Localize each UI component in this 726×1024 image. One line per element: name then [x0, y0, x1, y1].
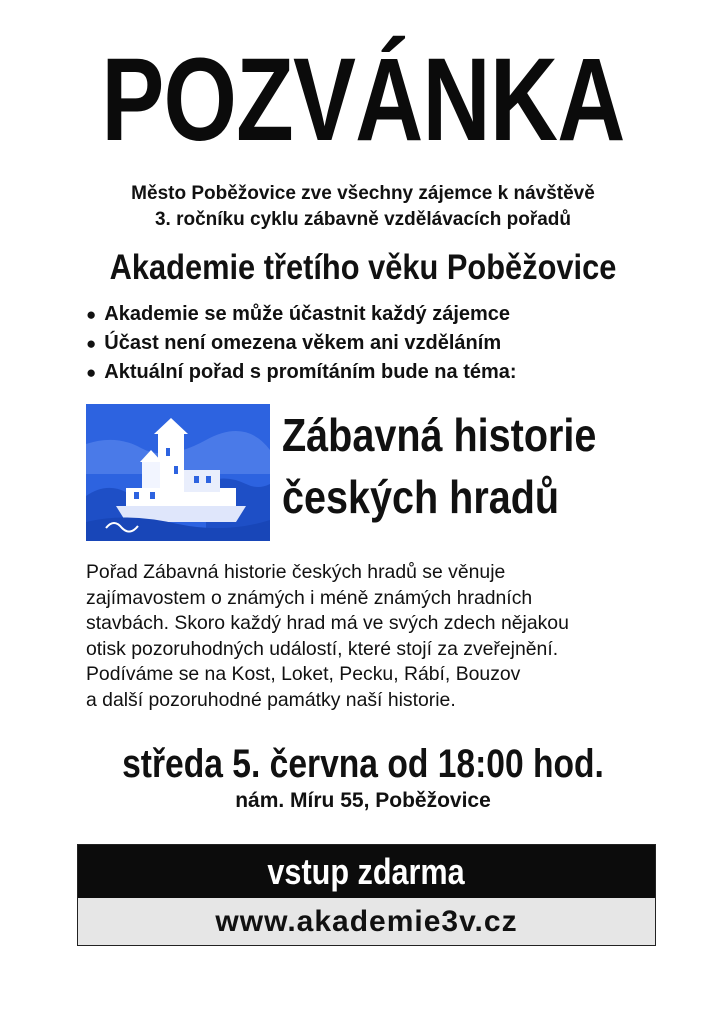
castle-photo-image: [86, 404, 270, 541]
description-line: stavbách. Skoro každý hrad má ve svých zdech nějakou: [86, 612, 569, 634]
intro-line-1: Město Poběžovice zve všechny zájemce k návštěvě: [131, 183, 595, 204]
footer-box: [77, 844, 656, 946]
intro-text: [0, 181, 726, 233]
description-line: otisk pozoruhodných událostí, které stojí za zveřejnění.: [86, 637, 559, 660]
topic-line-1: Zábavná historie: [282, 409, 597, 461]
event-date: středa 5. června od 18:00 hod.: [122, 742, 604, 786]
description-line: zajímavostem o známých i méně známých hradních: [86, 586, 533, 609]
description-line: a další pozoruhodné památky naší historie.: [86, 688, 456, 711]
topic-title: [282, 404, 596, 528]
bullet-item: ● Aktuální pořad s promítáním bude na téma:: [86, 358, 517, 387]
description-line: Pořad Zábavná historie českých hradů se věnuje: [86, 561, 506, 583]
page-title: POZVÁNKA: [101, 34, 625, 166]
free-entry-banner: [78, 845, 655, 898]
bullet-item: ● Účast není omezena věkem ani vzděláním: [86, 329, 517, 358]
event-address: nám. Míru 55, Poběžovice: [235, 789, 491, 812]
castle-photo: [86, 404, 270, 541]
free-entry-label: vstup zdarma: [267, 851, 466, 892]
description-line: Podíváme se na Kost, Loket, Pecku, Rábí, Bouzov: [86, 663, 521, 685]
topic-line-2: českých hradů: [282, 471, 560, 523]
bullet-item: ● Akademie se může účastnit každý zájemce: [86, 300, 517, 329]
website-link[interactable]: www.akademie3v.cz: [78, 898, 655, 945]
bullet-list: [86, 300, 517, 387]
intro-line-2: 3. ročníku cyklu zábavně vzdělávacích pořadů: [154, 209, 572, 230]
subtitle: Akademie třetího věku Poběžovice: [109, 248, 617, 287]
description: [86, 560, 646, 713]
